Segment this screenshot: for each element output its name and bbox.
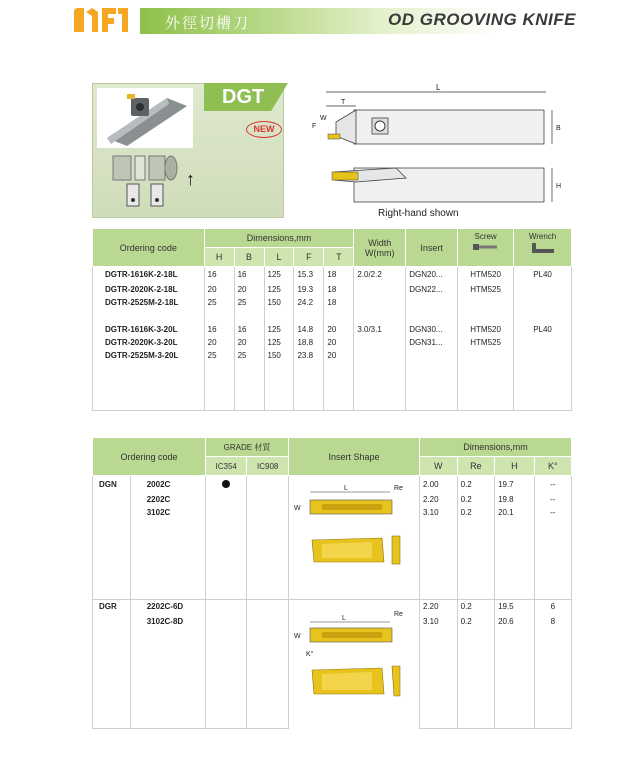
k-cell: --	[534, 507, 571, 520]
insert-cell	[406, 297, 458, 310]
col-dim-W: W	[419, 457, 457, 476]
table-row	[93, 267, 572, 284]
ordering-code-cell: DGTR-2020K-3-20L	[93, 337, 205, 350]
insert-cell: DGN30...	[406, 324, 458, 337]
screw-icon	[471, 241, 501, 253]
re-cell: 0.2	[457, 476, 494, 494]
wrench-cell	[514, 350, 572, 363]
width-cell: 3.0/3.1	[354, 324, 406, 337]
b-cell: 16	[234, 267, 264, 284]
h-cell: 25	[204, 297, 234, 310]
col-dim-H: H	[495, 457, 535, 476]
screw-cell: HTM520	[458, 267, 514, 284]
ordering-code-cell: DGTR-1616K-2-18L	[93, 267, 205, 284]
holder-table	[92, 228, 572, 411]
re-cell: 0.2	[457, 600, 494, 616]
w-cell: 3.10	[419, 507, 457, 520]
shape-L-label: L	[341, 615, 346, 622]
col-grade-ic908: IC908	[247, 457, 289, 476]
width-cell	[354, 284, 406, 297]
screw-cell: HTM520	[458, 324, 514, 337]
grade-ic908-cell	[247, 507, 289, 520]
dim-B-label: B	[556, 125, 561, 132]
h-cell: 20	[204, 337, 234, 350]
table-row	[93, 284, 572, 297]
col-dimensions: Dimensions,mm	[419, 438, 571, 457]
table-row	[93, 297, 572, 310]
col-grade-ic354: IC354	[205, 457, 247, 476]
col-insert-shape: Insert Shape	[288, 438, 419, 476]
spacer-row	[93, 363, 572, 411]
shape-Re-label: Re	[393, 485, 403, 492]
w-cell: 3.10	[419, 616, 457, 629]
t-cell: 18	[324, 297, 354, 310]
grade-ic908-cell	[247, 600, 289, 616]
col-dimensions: Dimensions,mm	[204, 229, 354, 248]
w-cell: 2.20	[419, 494, 457, 507]
dgn-insert-drawing-icon	[292, 480, 416, 578]
shape-W-label: W	[293, 505, 301, 512]
model-label: DGT	[222, 86, 265, 108]
shape-L-label: L	[343, 485, 348, 492]
grade-ic908-cell	[247, 494, 289, 507]
col-width: Width W(mm)	[354, 229, 406, 267]
b-cell: 20	[234, 337, 264, 350]
width-cell: 2.0/2.2	[354, 267, 406, 284]
tool-photo-icon	[97, 88, 193, 148]
screw-cell: HTM525	[458, 337, 514, 350]
dgn-insert-shape	[288, 476, 419, 600]
table-row	[93, 324, 572, 337]
screw-cell: HTM525	[458, 284, 514, 297]
h-cell: 19.5	[495, 600, 535, 616]
insert-cell: DGN22...	[406, 284, 458, 297]
spacer-row	[93, 310, 572, 324]
h-cell: 19.7	[495, 476, 535, 494]
h-cell: 16	[204, 324, 234, 337]
k-cell: 6	[534, 600, 571, 616]
dim-T-label: T	[341, 99, 346, 106]
table-row	[93, 600, 572, 616]
shape-W-label: W	[293, 633, 301, 640]
l-cell: 125	[264, 324, 294, 337]
col-screw: Screw	[458, 229, 514, 267]
dim-F-label: F	[312, 123, 317, 130]
header-title-en: OD GROOVING KNIFE	[388, 10, 576, 29]
t-cell: 20	[324, 350, 354, 363]
new-badge: NEW	[246, 121, 282, 138]
col-dim-B: B	[234, 248, 264, 267]
f-cell: 24.2	[294, 297, 324, 310]
dim-W-label: W	[320, 115, 327, 122]
h-cell: 25	[204, 350, 234, 363]
grade-ic354-cell	[205, 507, 247, 520]
grade-ic908-cell	[247, 476, 289, 494]
shape-K-label: K°	[305, 651, 314, 658]
w-cell: 2.00	[419, 476, 457, 494]
dgr-insert-shape	[288, 600, 419, 729]
dgr-insert-drawing-icon	[292, 602, 416, 706]
grade-ic354-cell	[205, 476, 247, 494]
arrow-up-icon: ↑	[186, 169, 195, 189]
k-cell: --	[534, 476, 571, 494]
k-cell: 8	[534, 616, 571, 629]
dim-L-label: L	[436, 83, 441, 92]
t-cell: 18	[324, 284, 354, 297]
table-row	[93, 350, 572, 363]
h-cell: 19.8	[495, 494, 535, 507]
wrench-cell	[514, 284, 572, 297]
l-cell: 125	[264, 337, 294, 350]
f-cell: 23.8	[294, 350, 324, 363]
col-dim-K: K°	[534, 457, 571, 476]
width-cell	[354, 337, 406, 350]
width-cell	[354, 297, 406, 310]
h-cell: 20	[204, 284, 234, 297]
k-cell: --	[534, 494, 571, 507]
re-cell: 0.2	[457, 507, 494, 520]
table-row	[93, 476, 572, 494]
ordering-code-cell: DGTR-2020K-2-18L	[93, 284, 205, 297]
b-cell: 25	[234, 350, 264, 363]
grade-ic354-cell	[205, 494, 247, 507]
col-grade: GRADE 材質	[205, 438, 288, 457]
shape-Re-label: Re	[393, 611, 403, 618]
header-title-cn: 外徑切槽刀	[165, 14, 251, 32]
family-cell: DGR	[93, 600, 131, 616]
t-cell: 20	[324, 337, 354, 350]
f-cell: 19.3	[294, 284, 324, 297]
col-ordering-code: Ordering code	[93, 438, 206, 476]
ordering-code-cell: 3102C	[130, 507, 205, 520]
ordering-code-cell: DGTR-2525M-3-20L	[93, 350, 205, 363]
brand-logo-icon	[72, 6, 130, 34]
ordering-code-cell: 2002C	[130, 476, 205, 494]
l-cell: 150	[264, 297, 294, 310]
drawing-caption: Right-hand shown	[378, 208, 459, 219]
w-cell: 2.20	[419, 600, 457, 616]
insert-cell: DGN31...	[406, 337, 458, 350]
grade-ic908-cell	[247, 616, 289, 629]
col-ordering-code: Ordering code	[93, 229, 205, 267]
f-cell: 14.8	[294, 324, 324, 337]
re-cell: 0.2	[457, 494, 494, 507]
insert-cell	[406, 350, 458, 363]
h-cell: 16	[204, 267, 234, 284]
stock-dot-icon	[222, 480, 230, 488]
t-cell: 20	[324, 324, 354, 337]
h-cell: 20.6	[495, 616, 535, 629]
ordering-code-cell: 2202C-6D	[130, 600, 205, 616]
l-cell: 125	[264, 284, 294, 297]
col-dim-L: L	[264, 248, 294, 267]
b-cell: 25	[234, 297, 264, 310]
table-row	[93, 337, 572, 350]
re-cell: 0.2	[457, 616, 494, 629]
col-dim-Re: Re	[457, 457, 494, 476]
col-insert: Insert	[406, 229, 458, 267]
wrench-cell	[514, 337, 572, 350]
f-cell: 18.8	[294, 337, 324, 350]
t-cell: 18	[324, 267, 354, 284]
insert-cell: DGN20...	[406, 267, 458, 284]
f-cell: 15.3	[294, 267, 324, 284]
l-cell: 125	[264, 267, 294, 284]
h-cell: 20.1	[495, 507, 535, 520]
col-dim-H: H	[204, 248, 234, 267]
b-cell: 20	[234, 284, 264, 297]
page-header	[0, 0, 628, 42]
screw-cell	[458, 350, 514, 363]
b-cell: 16	[234, 324, 264, 337]
dim-H-label: H	[556, 183, 562, 190]
holder-drawing-icon	[296, 82, 586, 222]
width-cell	[354, 350, 406, 363]
ordering-code-cell: DGTR-2525M-2-18L	[93, 297, 205, 310]
l-cell: 150	[264, 350, 294, 363]
screw-cell	[458, 297, 514, 310]
grade-ic354-cell	[205, 616, 247, 629]
ordering-code-cell: 2202C	[130, 494, 205, 507]
wrench-cell	[514, 297, 572, 310]
insert-table	[92, 437, 572, 729]
col-dim-F: F	[294, 248, 324, 267]
col-wrench: Wrench	[514, 229, 572, 267]
family-cell: DGN	[93, 476, 131, 494]
ordering-code-cell: 3102C-8D	[130, 616, 205, 629]
grooving-diagram-icon	[111, 154, 181, 209]
wrench-cell: PL40	[514, 324, 572, 337]
ordering-code-cell: DGTR-1616K-3-20L	[93, 324, 205, 337]
wrench-icon	[528, 241, 558, 255]
col-dim-T: T	[324, 248, 354, 267]
grade-ic354-cell	[205, 600, 247, 616]
wrench-cell: PL40	[514, 267, 572, 284]
